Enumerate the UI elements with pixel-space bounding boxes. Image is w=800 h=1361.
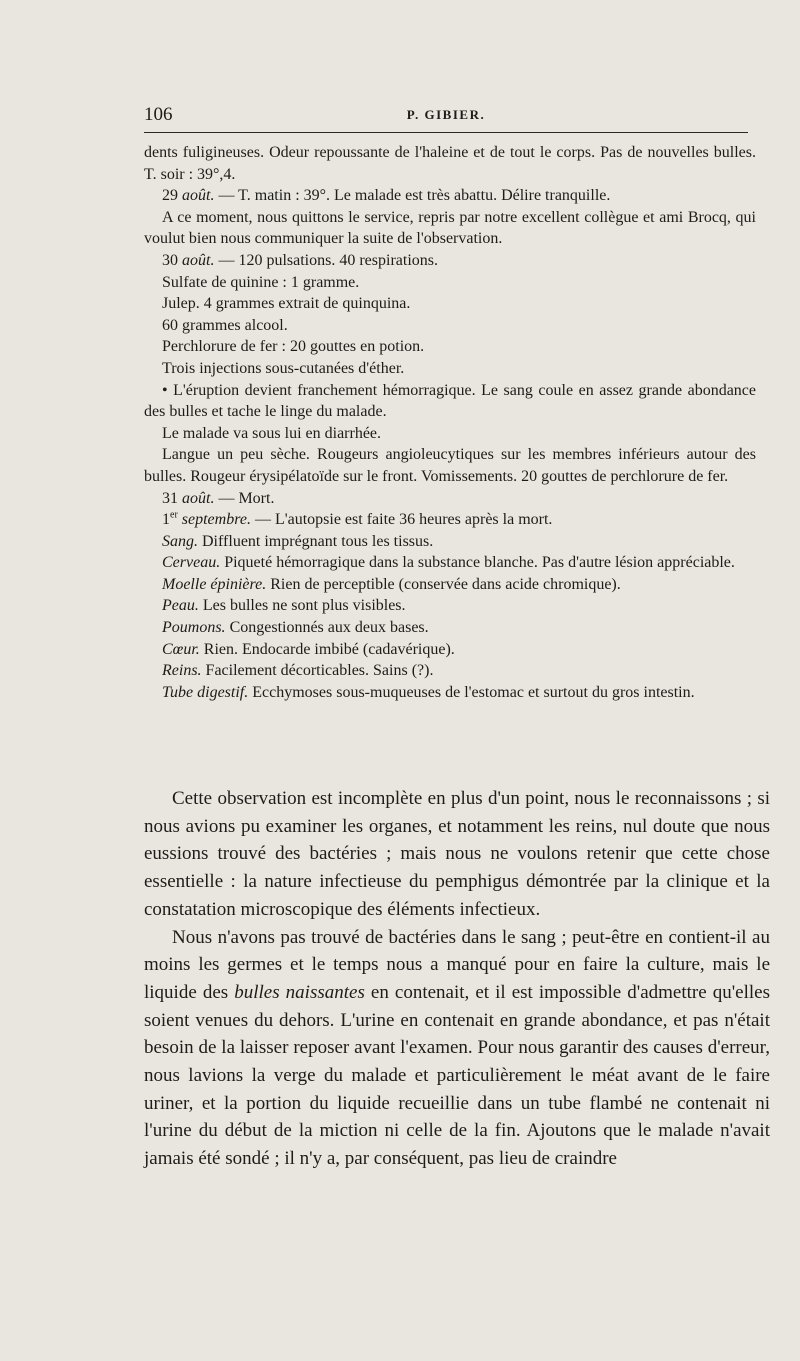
note-line: Poumons. Congestionnés aux deux bases. [162,619,429,637]
note-line: Peau. Les bulles ne sont plus visibles. [162,597,406,615]
body-paragraph: Nous n'avons pas trouvé de bactéries dans le sang ; peut-être en contient-il au moins les germes et le temps nous a manqué pour en faire la culture, mais le liquide des bulles naissantes en contenait, et il est impossible d'admettre qu'elles soient venues du dehors. L'urine en contenait en grande abondance, et pas n'était besoin de la laisser reposer avant l'examen. Pour nous garantir des causes d'erreur, nous lavions la verge du malade et particulièrement le méat avant de le faire uriner, et la portion du liquide recueillie dans un tube flambé ne contenait ni l'urine du début de la miction ni celle de la fin. Ajoutons que le malade n'avait jamais été sondé ; il n'y a, par conséquent, pas lieu de craindre [144,926,770,1170]
note-line: Sang. Diffluent imprégnant tous les tissus. [162,532,434,550]
note-line: dents fuligineuses. Odeur repoussante de l'haleine et de tout le corps. Pas de nouvelles bulles. T. soir : 39°,4. [144,144,756,183]
page-number: 106 [144,104,173,125]
note-line: 29 août. — T. matin : 39°. Le malade est très abattu. Délire tranquille. [162,187,611,205]
note-line: Tube digestif. Ecchymoses sous-muqueuses de l'estomac et surtout du gros intestin. [162,683,695,701]
note-line: Reins. Facilement décorticables. Sains (?). [162,662,434,680]
note-line: Perchlorure de fer : 20 gouttes en potion. [162,338,425,356]
note-line: Cœur. Rien. Endocarde imbibé (cadavérique). [162,640,455,658]
note-line: • L'éruption devient franchement hémorragique. Le sang coule en assez grande abondance des bulles et tache le linge du malade. [144,381,756,421]
note-line: Le malade va sous lui en diarrhée. [162,424,382,442]
note-line: Langue un peu sèche. Rougeurs angioleucytiques sur les membres inférieurs autour des bulles. Rougeur érysipélatoïde sur le front. Vomissements. 20 gouttes de perchlorure de fer. [144,446,756,485]
note-line: Cerveau. Piqueté hémorragique dans la substance blanche. Pas d'autre lésion appréciable. [162,554,735,572]
note-line: 60 grammes alcool. [162,316,288,334]
page-header [144,104,748,126]
note-line: Moelle épinière. Rien de perceptible (conservée dans acide chromique). [162,575,621,593]
note-line: 31 août. — Mort. [162,489,275,507]
note-line: Julep. 4 grammes extrait de quinquina. [162,295,411,313]
note-line: Sulfate de quinine : 1 gramme. [162,273,360,291]
note-line: Trois injections sous-cutanées d'éther. [162,359,405,377]
body-paragraph: Cette observation est incomplète en plus d'un point, nous le reconnaissons ; si nous avions pu examiner les organes, et notamment les reins, nul doute que nous eussions trouvé des bactéries ; mais nous ne voulons retenir que cette chose essentielle : la nature infectieuse du pemphigus démontrée par la clinique et la constatation microscopique des éléments infectieux. [144,788,770,920]
clinical-notes [144,142,756,703]
header-rule [144,132,748,133]
note-line: 1er septembre. — L'autopsie est faite 36 heures après la mort. [162,509,553,529]
note-line: A ce moment, nous quittons le service, repris par notre excellent collègue et ami Brocq, qui voulut bien nous communiquer la suite de l'observation. [144,208,756,248]
body-text [144,785,770,1173]
running-head: P. GIBIER. [406,107,486,122]
note-line: 30 août. — 120 pulsations. 40 respirations. [162,251,438,269]
